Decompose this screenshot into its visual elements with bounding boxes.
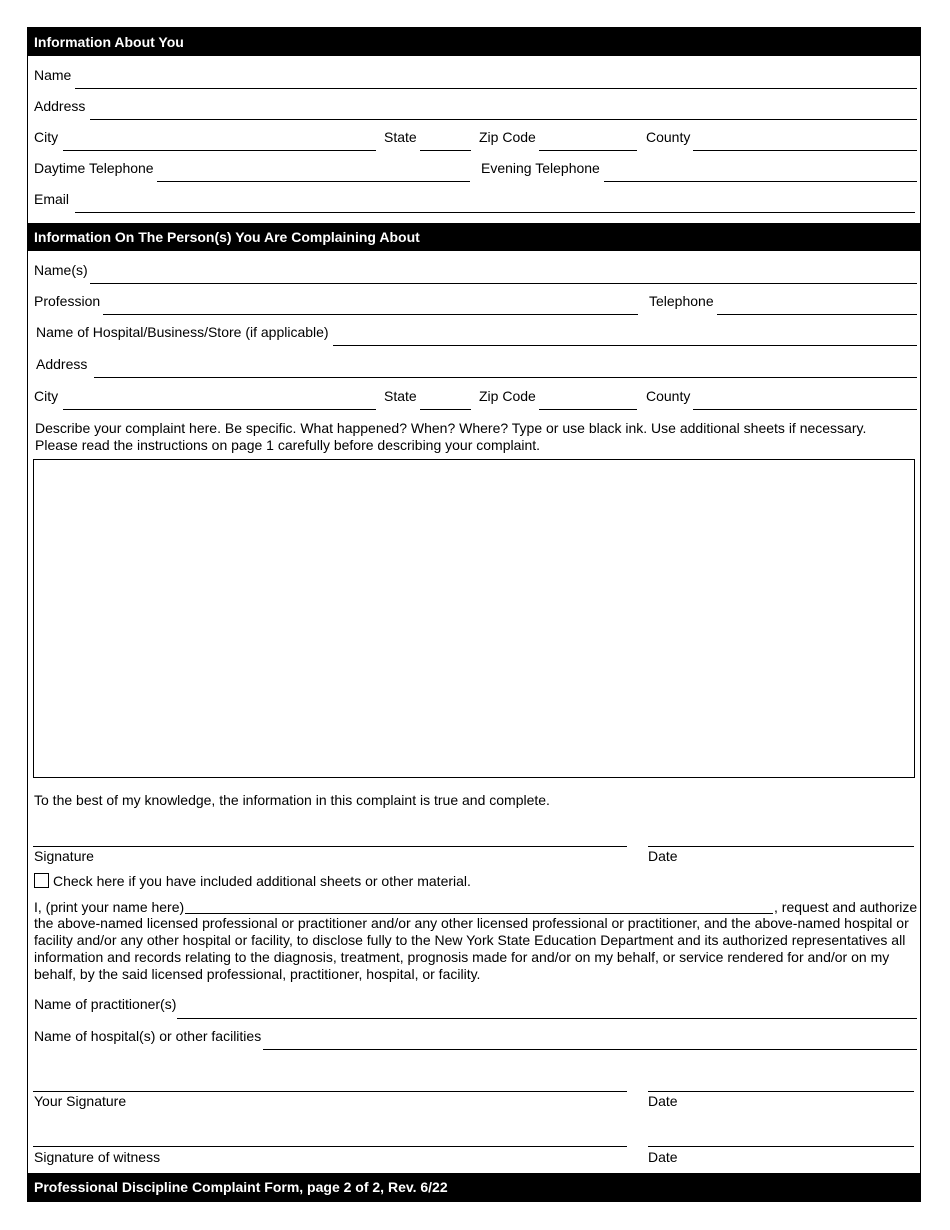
county2-label: County: [646, 388, 691, 404]
your-signature-date-label: Date: [648, 1093, 678, 1109]
county2-field[interactable]: [693, 409, 917, 410]
signature-label: Signature: [34, 848, 94, 864]
zip2-field[interactable]: [539, 409, 637, 410]
facilities-label: Name of hospital(s) or other facilities: [34, 1028, 262, 1044]
section-header-about-you: Information About You: [28, 28, 921, 56]
witness-signature-field[interactable]: [33, 1146, 627, 1147]
state2-label: State: [384, 388, 417, 404]
additional-sheets-label: Check here if you have included additional sheets or other material.: [53, 873, 471, 889]
address2-label: Address: [36, 356, 88, 372]
email-label: Email: [34, 191, 70, 207]
county-field[interactable]: [693, 150, 917, 151]
daytime-phone-field[interactable]: [157, 181, 470, 182]
telephone-field[interactable]: [717, 314, 917, 315]
zip-label: Zip Code: [479, 129, 536, 145]
signature-date-label: Date: [648, 848, 678, 864]
name-label: Name: [34, 67, 72, 83]
zip-field[interactable]: [539, 150, 637, 151]
additional-sheets-checkbox[interactable]: [34, 873, 49, 888]
evening-phone-label: Evening Telephone: [481, 160, 600, 176]
hospital-field[interactable]: [333, 345, 917, 346]
state-field[interactable]: [420, 150, 471, 151]
email-field[interactable]: [75, 212, 915, 213]
telephone-label: Telephone: [649, 293, 714, 309]
authorization-body: the above-named licensed professional or practitioner and/or any other licensed professional or practitioner, and the above-named hospital or facility and/or any other hospital or facility, to disclose fully to the New York State Education Department and its authorized representatives all information and records relating to the diagnosis, treatment, prognosis made for and/or on my behalf, or service rendered for and/or on my behalf, by the said licensed professional, practitioner, hospital, or facility.: [34, 915, 909, 982]
authorization-suffix: , request and authorize: [774, 899, 918, 915]
describe-instructions-2: Please read the instructions on page 1 carefully before describing your complaint.: [35, 437, 541, 453]
city-label: City: [34, 129, 59, 145]
practitioners-label: Name of practitioner(s): [34, 996, 177, 1012]
city2-field[interactable]: [63, 409, 376, 410]
evening-phone-field[interactable]: [604, 181, 917, 182]
print-name-field[interactable]: [185, 913, 773, 914]
profession-label: Profession: [34, 293, 101, 309]
daytime-phone-label: Daytime Telephone: [34, 160, 154, 176]
your-signature-field[interactable]: [33, 1091, 627, 1092]
address2-field[interactable]: [94, 377, 917, 378]
your-signature-date-field[interactable]: [648, 1091, 914, 1092]
facilities-field[interactable]: [263, 1049, 917, 1050]
describe-instructions-1: Describe your complaint here. Be specific. What happened? When? Where? Type or use black ink. Use additional sheets if necessary.: [35, 420, 867, 436]
city2-label: City: [34, 388, 59, 404]
practitioners-field[interactable]: [177, 1018, 917, 1019]
witness-date-label: Date: [648, 1149, 678, 1165]
signature-date-field[interactable]: [648, 846, 914, 847]
state-label: State: [384, 129, 417, 145]
city-field[interactable]: [63, 150, 376, 151]
address-label: Address: [34, 98, 86, 114]
state2-field[interactable]: [420, 409, 471, 410]
hospital-label: Name of Hospital/Business/Store (if applicable): [36, 324, 329, 340]
name-field[interactable]: [75, 88, 917, 89]
names-label: Name(s): [34, 262, 88, 278]
footer-bar: Professional Discipline Complaint Form, page 2 of 2, Rev. 6/22: [28, 1173, 921, 1201]
attestation-statement: To the best of my knowledge, the information in this complaint is true and complete.: [34, 792, 550, 808]
profession-field[interactable]: [103, 314, 638, 315]
zip2-label: Zip Code: [479, 388, 536, 404]
complaint-textarea[interactable]: [33, 459, 915, 778]
your-signature-label: Your Signature: [34, 1093, 127, 1109]
authorization-prefix: I, (print your name here): [34, 899, 185, 915]
witness-date-field[interactable]: [648, 1146, 914, 1147]
witness-signature-label: Signature of witness: [34, 1149, 161, 1165]
section-header-complaint-about: Information On The Person(s) You Are Complaining About: [28, 223, 921, 251]
county-label: County: [646, 129, 691, 145]
signature-field[interactable]: [33, 846, 627, 847]
names-field[interactable]: [90, 283, 917, 284]
address-field[interactable]: [90, 119, 917, 120]
